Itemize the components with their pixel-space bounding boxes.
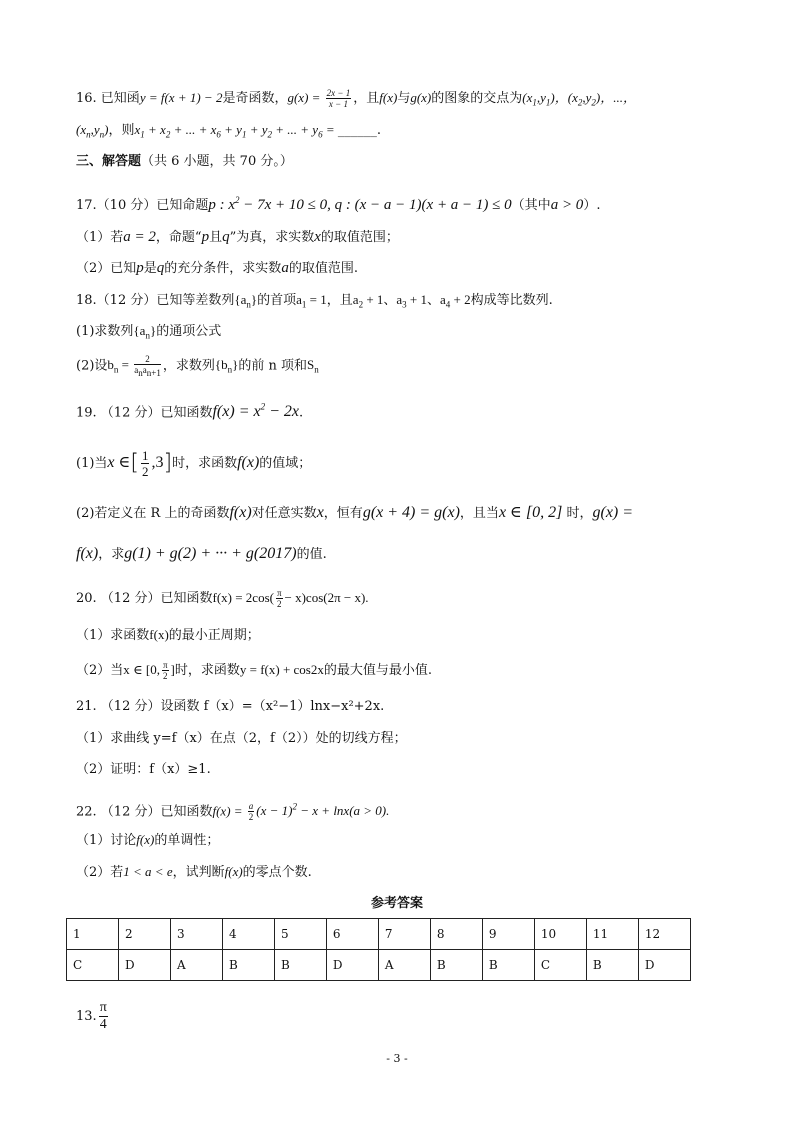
q17-note: （其中 bbox=[511, 198, 551, 213]
q16-frac-den: x − 1 bbox=[328, 99, 348, 109]
q22-p2-a: （2）若 bbox=[76, 865, 124, 880]
q19-part1 bbox=[76, 448, 311, 479]
q16-fx: f(x) bbox=[379, 90, 398, 105]
q19-p2-fx: f(x) bbox=[229, 504, 252, 521]
q21-part1: （1）求曲线 y=f（x）在点（2，f（2））处的切线方程； bbox=[76, 731, 407, 746]
q22-part2 bbox=[76, 862, 312, 883]
q18-sn: $S_n$ bbox=[307, 357, 319, 375]
q18-p2-c: 的前 n 项和 bbox=[238, 358, 307, 374]
q22-p2-c: 的零点个数. bbox=[242, 865, 312, 880]
q18-bn-def: $b_n$ = bbox=[107, 357, 133, 375]
q22-p1-b: 的单调性； bbox=[154, 833, 220, 848]
q13-fraction bbox=[99, 1000, 108, 1033]
q18-head bbox=[76, 290, 553, 315]
q20-part2 bbox=[76, 660, 432, 681]
answer-number: 2 bbox=[118, 919, 170, 950]
q19-p1-b: 时，求函数 bbox=[172, 456, 238, 471]
q17-p2-b: 是 bbox=[143, 261, 157, 276]
q22-frac-den: 2 bbox=[248, 812, 254, 823]
q16-formula-g: g(x) = bbox=[287, 90, 324, 105]
q19-sum: g(1) + g(2) + ··· + g(2017) bbox=[124, 545, 297, 562]
q19-p2-b: 对任意实数 bbox=[251, 506, 317, 521]
q19-p1-c: 的值域； bbox=[259, 456, 312, 471]
answer-letter: B bbox=[274, 950, 326, 981]
answer-letter: D bbox=[326, 950, 378, 981]
q16-text-a: 16. 已知函 bbox=[76, 91, 140, 106]
q20-y: y = f(x) + cos2x bbox=[239, 662, 324, 677]
answer-letter: B bbox=[586, 950, 638, 981]
q20-p2-frac-den: 2 bbox=[163, 671, 168, 681]
q13-label: 13. bbox=[76, 1009, 97, 1024]
q22-part1 bbox=[76, 830, 219, 851]
q18-part1 bbox=[76, 321, 221, 346]
q18-p1-an: $\{a_n\}$ bbox=[133, 323, 157, 341]
q18-frac-num: 2 bbox=[134, 354, 161, 365]
q19-p3-fx: f(x) bbox=[76, 545, 99, 562]
q13-frac-den: 4 bbox=[99, 1017, 107, 1032]
q18-p2-b: ，求数列 bbox=[162, 358, 215, 374]
q17-p2-c: 的充分条件，求实数 bbox=[164, 261, 282, 276]
q17-p2-a: （2）已知 bbox=[76, 261, 137, 276]
q19-p3-c: 的值. bbox=[296, 547, 327, 562]
q22-head bbox=[76, 797, 389, 822]
q20-p1-b: 的最小正周期； bbox=[168, 628, 260, 643]
answer-numbers-row bbox=[67, 919, 691, 950]
q17-x: x bbox=[314, 229, 321, 245]
q19-part2 bbox=[76, 503, 633, 524]
q16-sum: $x_1 + x_2$ + ... + $x_6 + y_1 + y_2$ + ... + $y_6$ = bbox=[134, 122, 338, 140]
q18-text-c: ，且 bbox=[326, 293, 353, 308]
q19-period: g(x + 4) = g(x) bbox=[362, 504, 460, 521]
answer-table bbox=[66, 918, 691, 981]
q20-p2-c: 的最大值与最小值. bbox=[323, 663, 433, 678]
q17-a2: a = 2 bbox=[123, 229, 156, 245]
q20-frac-num: π bbox=[276, 588, 282, 598]
q16-text-d: 与 bbox=[397, 91, 411, 106]
answer-letter: C bbox=[67, 950, 119, 981]
q16-formula-f: y = f(x + 1) − 2 bbox=[139, 90, 223, 105]
q18-p1-b: 的通项公式 bbox=[156, 324, 222, 339]
q19-gx: g(x) = bbox=[592, 504, 634, 521]
q17-p2-d: 的取值范围. bbox=[288, 261, 358, 276]
q19-fx: f(x) bbox=[237, 454, 260, 471]
answer-number: 1 bbox=[67, 919, 119, 950]
q17-part1 bbox=[76, 227, 399, 248]
q16-text-c: ，且 bbox=[353, 91, 380, 106]
q19-p2-a: (2)若定义在 R 上的奇函数 bbox=[76, 506, 230, 521]
section3-title: 三、解答题 bbox=[76, 154, 142, 169]
q21-part2: （2）证明：f（x）≥1. bbox=[76, 762, 211, 777]
q18-part2 bbox=[76, 354, 319, 380]
q22-p2-b: ，试判断 bbox=[172, 865, 225, 880]
answer-number: 3 bbox=[170, 919, 222, 950]
answer-letter: B bbox=[482, 950, 534, 981]
answer-letter: B bbox=[430, 950, 482, 981]
q16-point-n: $(x_n,y_n)$ bbox=[76, 122, 109, 140]
q18-frac-den: $a_na_{n+1}$ bbox=[134, 365, 161, 378]
answers-title: 参考答案 bbox=[370, 896, 423, 911]
q18-text-b: 的首项 bbox=[257, 293, 297, 308]
q18-text-d: 构成等比数列. bbox=[470, 293, 553, 308]
q20-head bbox=[76, 588, 369, 609]
q20-p1-a: （1）求函数 bbox=[76, 628, 150, 643]
q19-p3-b: ，求 bbox=[98, 547, 125, 562]
answer-letter: D bbox=[118, 950, 170, 981]
answer-number: 10 bbox=[534, 919, 586, 950]
q20-p2-a: （2）当 bbox=[76, 663, 124, 678]
q17-p1-a: （1）若 bbox=[76, 230, 124, 245]
q17-cond: a > 0 bbox=[550, 197, 584, 213]
q19-frac-den: 2 bbox=[141, 464, 149, 479]
q19-head bbox=[76, 397, 303, 423]
answer-number: 9 bbox=[482, 919, 534, 950]
q18-an: $\{a_n\}$ bbox=[234, 292, 258, 310]
q19-formula: $f(x) = x^2 - 2x$ bbox=[212, 402, 299, 421]
q18-fraction bbox=[134, 354, 161, 378]
answer-number: 7 bbox=[378, 919, 430, 950]
q17-close: ）. bbox=[583, 198, 601, 213]
q20-p2-fraction bbox=[162, 660, 169, 681]
q18-terms: $a_2 + 1$、$a_3 + 1$、$a_4 + 2$ bbox=[352, 292, 471, 310]
q22-p1-a: （1）讨论 bbox=[76, 833, 137, 848]
q18-a1: $a_1 = 1$ bbox=[296, 292, 327, 310]
q20-frac-den: 2 bbox=[276, 599, 282, 609]
q19-lbracket: [ bbox=[130, 450, 139, 476]
q16-line2 bbox=[76, 120, 381, 145]
q16-line1 bbox=[76, 88, 636, 113]
q17-text: 17.（10 分）已知命题 bbox=[76, 198, 209, 213]
q17-p2-p: p bbox=[136, 260, 144, 276]
q20-text: 20. （12 分）已知函数 bbox=[76, 591, 213, 606]
q17-p2-a-var: a bbox=[281, 260, 289, 276]
q19-fraction bbox=[141, 448, 150, 479]
q17-p1-b: ，命题“ bbox=[155, 230, 202, 245]
q19-frac-num: 1 bbox=[141, 448, 149, 463]
q19-x-in: x ∈ bbox=[107, 454, 131, 471]
q16-text-b: 是奇函数， bbox=[222, 91, 288, 106]
q17-formula: p : $x^2 - 7x + 10 \le 0$, q : (x − a − 1)(x + a − 1) ≤ 0 bbox=[208, 195, 512, 213]
q16-gx: g(x) bbox=[410, 90, 432, 105]
q17-p2-q: q bbox=[156, 260, 165, 276]
answer-letter: A bbox=[170, 950, 222, 981]
q13-answer bbox=[76, 1000, 110, 1033]
answer-number: 6 bbox=[326, 919, 378, 950]
answer-number: 11 bbox=[586, 919, 638, 950]
answer-letter: B bbox=[222, 950, 274, 981]
q17-p: p bbox=[201, 229, 210, 245]
q19-text: 19. （12 分）已知函数 bbox=[76, 405, 213, 421]
q19-three: ,3 bbox=[151, 454, 164, 471]
answer-number: 8 bbox=[430, 919, 482, 950]
q21-head: 21. （12 分）设函数 f（x）=（x²−1）lnx−x²+2x. bbox=[76, 699, 385, 714]
q16-text-e: 的图象的交点为 bbox=[431, 91, 523, 106]
q17-part2 bbox=[76, 258, 358, 279]
answer-number: 4 bbox=[222, 919, 274, 950]
page-number: - 3 - bbox=[386, 1052, 408, 1065]
q20-p1-fx: f(x) bbox=[149, 627, 169, 642]
q18-p1-a: (1)求数列 bbox=[76, 324, 134, 339]
q16-text-f: ，则 bbox=[108, 123, 135, 138]
section3-note: （共 6 小题，共 70 分。） bbox=[141, 154, 293, 169]
q19-dot: . bbox=[299, 405, 304, 421]
q19-p1-a: (1)当 bbox=[76, 456, 108, 471]
answer-number: 12 bbox=[638, 919, 690, 950]
q19-part3 bbox=[76, 544, 327, 565]
q22-text: 22. （12 分）已知函数 bbox=[76, 804, 213, 820]
q18-text-a: 18.（12 分）已知等差数列 bbox=[76, 293, 235, 308]
q17-p1-c: 且 bbox=[209, 230, 223, 245]
answer-letter: A bbox=[378, 950, 430, 981]
answer-letter: D bbox=[638, 950, 690, 981]
answer-letters-row bbox=[67, 950, 691, 981]
q20-p2-b: 时，求函数 bbox=[174, 663, 240, 678]
q20-formula-b: − x)cos(2π − x). bbox=[284, 590, 369, 605]
q19-p2-d: ，且当 bbox=[459, 506, 499, 521]
q16-points: $(x_1,y_1)$，$(x_2,y_2)$，...， bbox=[522, 90, 636, 108]
q19-p2-c: ，恒有 bbox=[323, 506, 363, 521]
q17-p1-e: 的取值范围； bbox=[320, 230, 399, 245]
q19-rbracket: ] bbox=[163, 450, 173, 476]
q20-formula-a: f(x) = 2cos( bbox=[212, 590, 274, 605]
section3-heading bbox=[76, 152, 293, 172]
q20-p2-frac-num: π bbox=[162, 660, 168, 670]
q22-cond: 1 < a < e bbox=[123, 864, 173, 879]
q13-frac-num: π bbox=[99, 1000, 107, 1015]
q20-interval: x ∈ [0, bbox=[123, 662, 160, 677]
q22-fraction bbox=[248, 801, 255, 822]
q18-bn: $\{b_n\}$ bbox=[214, 357, 239, 375]
q22-p1-fx: f(x) bbox=[136, 832, 155, 847]
q17-p1-d: ”为真，求实数 bbox=[229, 230, 315, 245]
q20-fraction bbox=[276, 588, 283, 609]
q22-formula: $(x - 1)^2 - x + \ln x(a > 0)$. bbox=[256, 802, 390, 819]
q17-q: q bbox=[222, 229, 230, 245]
q22-p2-fx: f(x) bbox=[224, 864, 243, 879]
q22-frac-num: a bbox=[248, 801, 254, 812]
answer-letter: C bbox=[534, 950, 586, 981]
q16-frac-num: 2x − 1 bbox=[326, 88, 351, 98]
q18-p2-a: (2)设 bbox=[76, 358, 108, 374]
q20-interval-end: ] bbox=[170, 662, 175, 677]
q19-p2-x: x bbox=[316, 504, 324, 521]
answer-number: 5 bbox=[274, 919, 326, 950]
q17-head bbox=[76, 190, 600, 216]
q16-fraction bbox=[326, 88, 352, 109]
q20-part1 bbox=[76, 625, 260, 646]
q16-blank: ______. bbox=[337, 123, 381, 138]
q22-fx: f(x) = bbox=[212, 803, 246, 819]
q19-p2-e: 时， bbox=[562, 506, 593, 521]
q19-interval: x ∈ [0, 2] bbox=[498, 504, 563, 521]
